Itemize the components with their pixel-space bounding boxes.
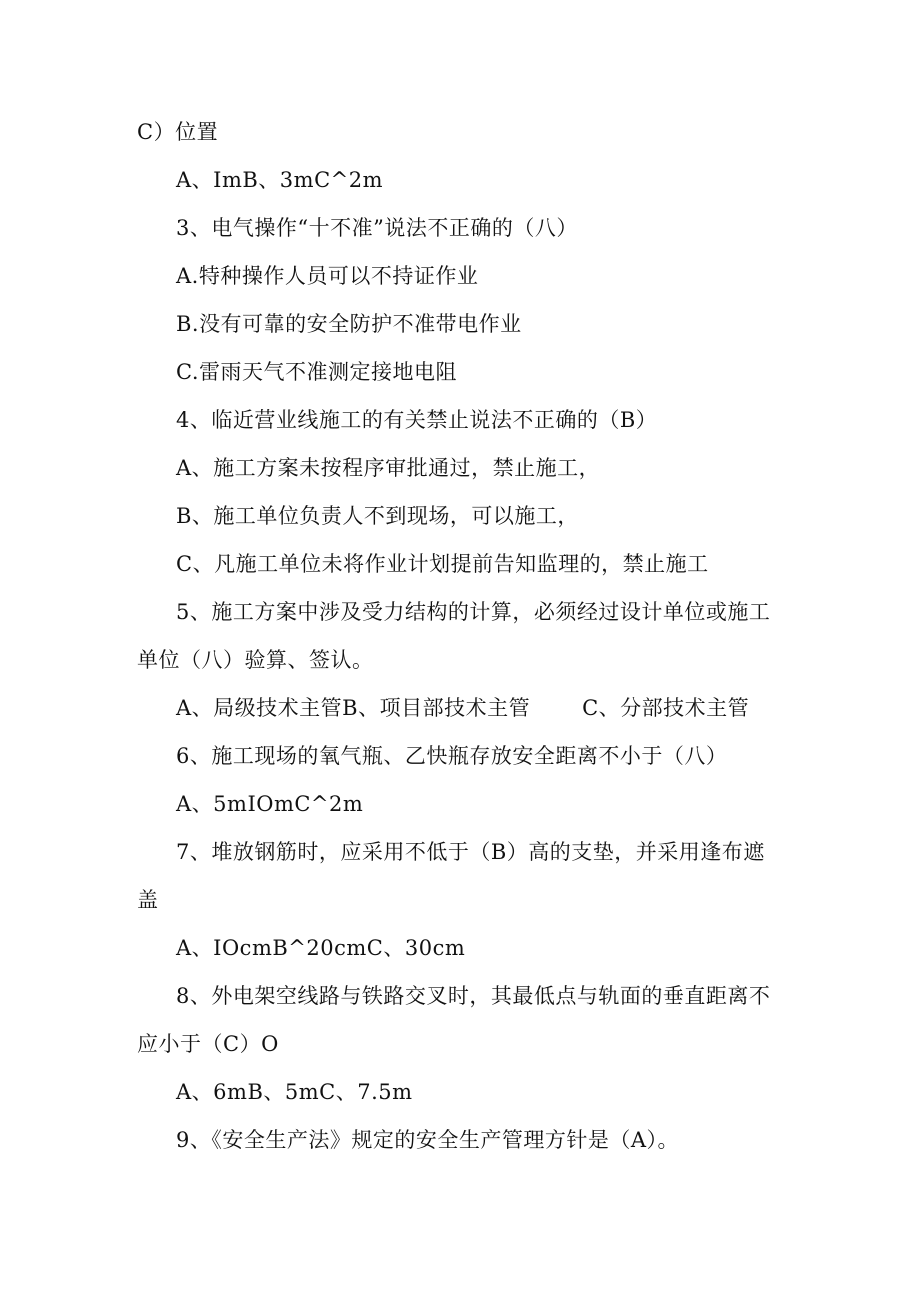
option-c: C、凡施工单位未将作业计划提前告知监理的，禁止施工 (176, 552, 709, 576)
options-ab: A、局级技术主管B、项目部技术主管 (176, 696, 531, 720)
option-b: B.没有可靠的安全防护不准带电作业 (176, 312, 522, 336)
question-5-continuation: 单位（八）验算、签认。 (137, 648, 374, 672)
option-c: C.雷雨天气不准测定接地电阻 (176, 360, 457, 384)
question-9: 9、《安全生产法》规定的安全生产管理方针是（A）。 (176, 1128, 680, 1152)
options-line: A、6mB、5mC、7.5m (176, 1080, 413, 1104)
options-line: A、IOcmB^20cmC、30cm (176, 936, 466, 960)
option-a: A.特种操作人员可以不持证作业 (176, 264, 479, 288)
question-5: 5、施工方案中涉及受力结构的计算，必须经过设计单位或施工 (176, 600, 771, 624)
option-a: A、施工方案未按程序审批通过，禁止施工， (176, 456, 601, 480)
question-6: 6、施工现场的氧气瓶、乙快瓶存放安全距离不小于（八） (176, 744, 728, 768)
text-line: C）位置 (137, 120, 219, 144)
option-b: B、施工单位负责人不到现场，可以施工， (176, 504, 579, 528)
question-4: 4、临近营业线施工的有关禁止说法不正确的（B） (176, 408, 658, 432)
question-3: 3、电气操作“十不准”说法不正确的（八） (176, 216, 578, 240)
options-line: A、5mIOmC^2m (176, 792, 364, 816)
question-8: 8、外电架空线路与铁路交叉时，其最低点与轨面的垂直距离不 (176, 984, 771, 1008)
option-c: C、分部技术主管 (582, 696, 750, 720)
question-7-continuation: 盖 (137, 888, 159, 912)
question-7: 7、堆放钢筋时，应采用不低于（B）高的支垫，并采用逢布遮 (176, 840, 765, 864)
text-line: A、ImB、3mC^2m (176, 168, 384, 192)
options-line (176, 694, 749, 722)
question-8-continuation: 应小于（C）O (137, 1032, 279, 1056)
